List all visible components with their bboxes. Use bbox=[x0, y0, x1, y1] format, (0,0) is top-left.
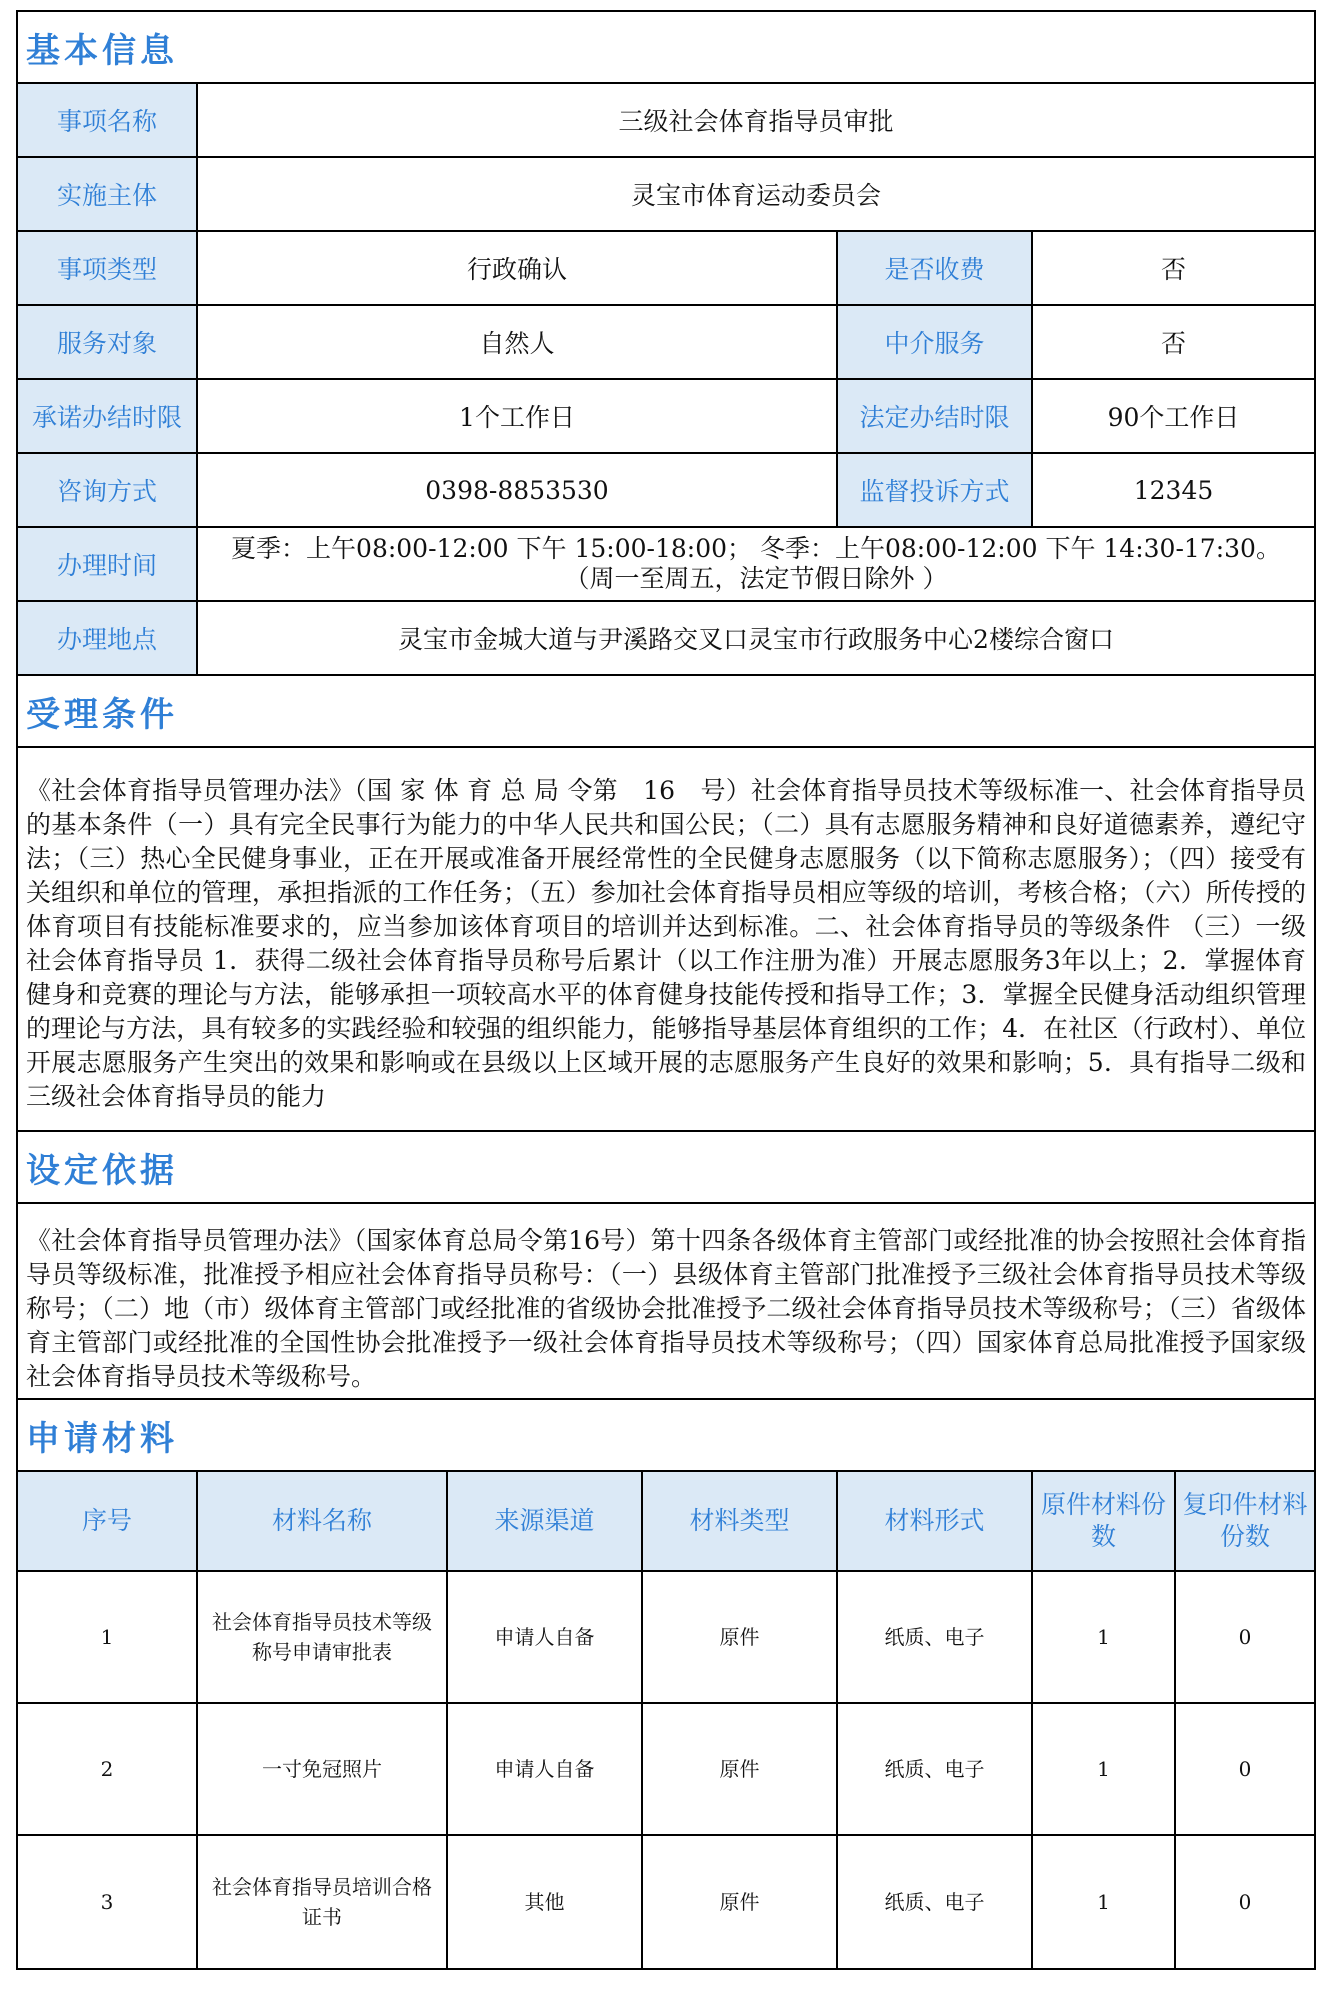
basic-info-title: 基本信息 bbox=[18, 12, 1314, 84]
hours-row bbox=[18, 528, 1314, 602]
row-copy-count: 0 bbox=[1238, 1757, 1252, 1781]
basis-title: 设定依据 bbox=[18, 1132, 1314, 1204]
row-source: 其他 bbox=[448, 1836, 643, 1968]
row-name: 社会体育指导员技术等级称号申请审批表 bbox=[198, 1572, 448, 1702]
address-row bbox=[18, 602, 1314, 676]
consult-value: 0398-8853530 bbox=[198, 454, 838, 526]
subject-row bbox=[18, 158, 1314, 232]
contact-row bbox=[18, 454, 1314, 528]
conditions-text: 《社会体育指导员管理办法》（国 家 体 育 总 局 令第 16 号）社会体育指导员技术等级标准一、社会体育指导员的基本条件（一）具有完全民事行为能力的中华人民共和国公民；（二）具有志愿服务精神和良好道德素养，遵纪守法；（三）热心全民健身事业，正在开展或准备开展经常性的全民健身志愿服务（以下简称志愿服务）；（四）接受有关组织和单位的管理，承担指派的工作任务；（五）参加社会体育指导员相应等级的培训，考核合格；（六）所传授的体育项目有技能标准要求的，应当参加该体育项目的培训并达到标准。二、社会体育指导员的等级条件 （三）一级社会体育指导员 1．获得二级社会体育指导员称号后累计（以工作注册为准）开展志愿服务3年以上；2．掌握体育健身和竞赛的理论与方法，能够承担一项较高水平的体育健身技能传授和指导工作；3．掌握全民健身活动组织管理的理论与方法，具有较多的实践经验和较强的组织能力，能够指导基层体育组织的工作；4．在社区（行政村）、单位开展志愿服务产生突出的效果和影响或在县级以上区域开展的志愿服务产生良好的效果和影响；5．具有指导二级和三级社会体育指导员的能力 bbox=[18, 748, 1314, 1132]
header-copy-count: 复印件材料份数 bbox=[1176, 1472, 1314, 1570]
target-value: 自然人 bbox=[198, 306, 838, 378]
consult-label: 咨询方式 bbox=[18, 454, 198, 526]
address-value: 灵宝市金城大道与尹溪路交叉口灵宝市行政服务中心2楼综合窗口 bbox=[398, 625, 1114, 654]
row-no: 1 bbox=[18, 1572, 198, 1702]
header-original-count: 原件材料份数 bbox=[1033, 1472, 1176, 1570]
time-limit-row bbox=[18, 380, 1314, 454]
hours-label: 办理时间 bbox=[18, 528, 198, 600]
target-label: 服务对象 bbox=[18, 306, 198, 378]
row-type: 原件 bbox=[643, 1704, 838, 1834]
item-name-label: 事项名称 bbox=[18, 84, 198, 156]
row-copy-count: 0 bbox=[1238, 1625, 1252, 1649]
target-row bbox=[18, 306, 1314, 380]
table-row bbox=[18, 1836, 1314, 1968]
address-label: 办理地点 bbox=[18, 602, 198, 674]
fee-label: 是否收费 bbox=[838, 232, 1033, 304]
row-no: 3 bbox=[18, 1836, 198, 1968]
row-original-count: 1 bbox=[1033, 1572, 1176, 1702]
row-form: 纸质、电子 bbox=[838, 1572, 1033, 1702]
hours-line-2: （周一至周五，法定节假日除外 ） bbox=[564, 564, 948, 593]
item-name-value: 三级社会体育指导员审批 bbox=[618, 107, 894, 136]
agency-label: 中介服务 bbox=[838, 306, 1033, 378]
table-row bbox=[18, 1572, 1314, 1704]
row-name: 一寸免冠照片 bbox=[198, 1704, 448, 1834]
type-row bbox=[18, 232, 1314, 306]
row-form: 纸质、电子 bbox=[838, 1836, 1033, 1968]
hours-line-1: 夏季：上午08:00-12:00 下午 15:00-18:00； 冬季：上午08:00-12:00 下午 14:30-17:30。 bbox=[231, 534, 1281, 563]
table-row bbox=[18, 1704, 1314, 1836]
row-original-count: 1 bbox=[1033, 1836, 1176, 1968]
item-name-row bbox=[18, 84, 1314, 158]
row-type: 原件 bbox=[643, 1836, 838, 1968]
row-no: 2 bbox=[18, 1704, 198, 1834]
conditions-title: 受理条件 bbox=[18, 676, 1314, 748]
legal-value: 90个工作日 bbox=[1107, 403, 1240, 432]
type-label: 事项类型 bbox=[18, 232, 198, 304]
row-name: 社会体育指导员培训合格证书 bbox=[198, 1836, 448, 1968]
promise-value: 1个工作日 bbox=[198, 380, 838, 452]
row-copy-count: 0 bbox=[1238, 1890, 1252, 1914]
agency-value: 否 bbox=[1160, 329, 1186, 358]
basis-text: 《社会体育指导员管理办法》（国家体育总局令第16号）第十四条各级体育主管部门或经批准的协会按照社会体育指导员等级标准，批准授予相应社会体育指导员称号：（一）县级体育主管部门批准授予三级社会体育指导员技术等级称号；（二）地（市）级体育主管部门或经批准的省级协会批准授予二级社会体育指导员技术等级称号；（三）省级体育主管部门或经批准的全国性协会批准授予一级社会体育指导员技术等级称号；（四）国家体育总局批准授予国家级社会体育指导员技术等级称号。 bbox=[18, 1204, 1314, 1400]
complaint-value: 12345 bbox=[1133, 475, 1214, 505]
header-no: 序号 bbox=[18, 1472, 198, 1570]
header-type: 材料类型 bbox=[643, 1472, 838, 1570]
fee-value: 否 bbox=[1160, 255, 1186, 284]
header-source: 来源渠道 bbox=[448, 1472, 643, 1570]
row-source: 申请人自备 bbox=[448, 1704, 643, 1834]
materials-title: 申请材料 bbox=[18, 1400, 1314, 1472]
service-guide-table bbox=[16, 10, 1316, 1970]
hours-value bbox=[198, 528, 1314, 600]
type-value: 行政确认 bbox=[198, 232, 838, 304]
row-original-count: 1 bbox=[1033, 1704, 1176, 1834]
subject-label: 实施主体 bbox=[18, 158, 198, 230]
row-form: 纸质、电子 bbox=[838, 1704, 1033, 1834]
materials-header-row bbox=[18, 1472, 1314, 1572]
subject-value: 灵宝市体育运动委员会 bbox=[630, 181, 881, 210]
complaint-label: 监督投诉方式 bbox=[838, 454, 1033, 526]
header-name: 材料名称 bbox=[198, 1472, 448, 1570]
header-form: 材料形式 bbox=[838, 1472, 1033, 1570]
row-type: 原件 bbox=[643, 1572, 838, 1702]
legal-label: 法定办结时限 bbox=[838, 380, 1033, 452]
row-source: 申请人自备 bbox=[448, 1572, 643, 1702]
promise-label: 承诺办结时限 bbox=[18, 380, 198, 452]
